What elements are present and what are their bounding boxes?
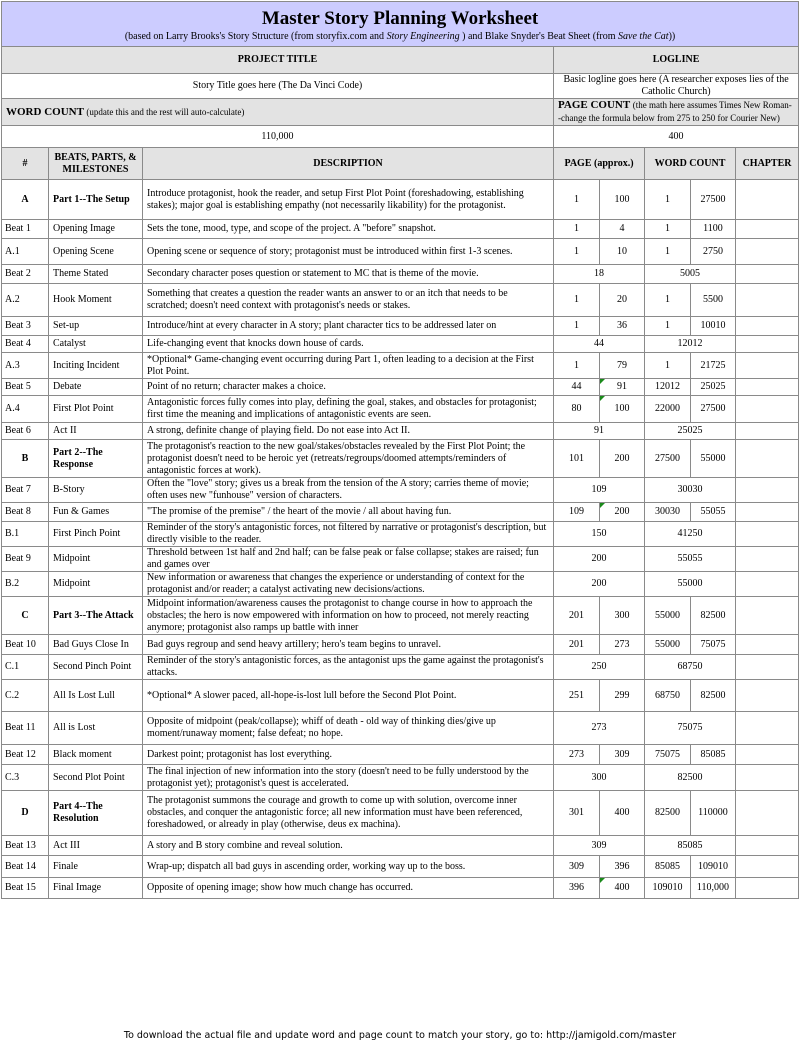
row-description: Something that creates a question the reader wants an answer to or an itch that needs to be scratched; doesn't need context with protagonist's needs or stakes.	[143, 284, 554, 317]
col-header-page: PAGE (approx.)	[554, 148, 645, 180]
row-number: B.2	[2, 572, 49, 597]
table-row	[2, 856, 799, 878]
row-word-end: 82500	[691, 597, 736, 635]
row-beat-label: Part 2--The Response	[49, 440, 143, 478]
row-page-end: 400	[600, 791, 645, 836]
table-row	[2, 680, 799, 712]
row-page: 109	[554, 478, 645, 503]
table-row	[2, 284, 799, 317]
row-beat-label: Midpoint	[49, 547, 143, 572]
row-number: C	[2, 597, 49, 635]
subtitle-book-2: Save the Cat	[618, 30, 669, 42]
table-row	[2, 522, 799, 547]
row-word-start: 109010	[645, 878, 691, 899]
page-count-value: 400	[668, 130, 684, 142]
row-word-count: 85085	[645, 836, 736, 856]
col-header-num: #	[2, 148, 49, 180]
row-chapter[interactable]	[736, 765, 799, 791]
row-beat-label: Set-up	[49, 317, 143, 336]
row-chapter[interactable]	[736, 635, 799, 655]
row-beat-label: Theme Stated	[49, 265, 143, 284]
worksheet-subtitle	[6, 30, 794, 43]
row-description: The protagonist summons the courage and growth to come up with solution, overcome inner obstacles, and conquer the antagonistic force; all new information must have been referenced, foreshadowed, or already in play (otherwise, deus ex machina).	[143, 791, 554, 836]
row-chapter[interactable]	[736, 440, 799, 478]
row-page: 200	[554, 572, 645, 597]
row-beat-label: Second Plot Point	[49, 765, 143, 791]
row-word-end: 55000	[691, 440, 736, 478]
word-count-value: 110,000	[261, 130, 294, 142]
table-row	[2, 791, 799, 836]
row-word-end: 10010	[691, 317, 736, 336]
row-page: 200	[554, 547, 645, 572]
row-description: Introduce/hint at every character in A story; plant character tics to be addressed later on	[143, 317, 554, 336]
row-word-start: 75075	[645, 745, 691, 765]
row-number: Beat 10	[2, 635, 49, 655]
row-page-start: 109	[554, 503, 600, 522]
row-chapter[interactable]	[736, 180, 799, 220]
row-page-end: 200	[600, 503, 645, 522]
col-header-word-count: WORD COUNT	[645, 148, 736, 180]
logline-field[interactable]	[554, 74, 799, 99]
row-word-end: 27500	[691, 180, 736, 220]
logline-text: Basic logline goes here (A researcher exposes lies of the Catholic Church)	[563, 74, 789, 97]
row-number: A.3	[2, 353, 49, 379]
row-description: Midpoint information/awareness causes the protagonist to change course in how to approach the obstacles; the hero is now empowered with information on how to proceed, not merely reacting anymore; protagonist also ramps up battle with inner	[143, 597, 554, 635]
subtitle-text-1: (based on Larry Brooks's Story Structure (from storyfix.com and	[124, 30, 387, 42]
row-word-start: 1	[645, 284, 691, 317]
row-chapter[interactable]	[736, 503, 799, 522]
row-chapter[interactable]	[736, 423, 799, 440]
row-number: Beat 8	[2, 503, 49, 522]
row-chapter[interactable]	[736, 522, 799, 547]
row-chapter[interactable]	[736, 353, 799, 379]
row-beat-label: Black moment	[49, 745, 143, 765]
row-word-start: 30030	[645, 503, 691, 522]
row-page-start: 1	[554, 353, 600, 379]
subtitle-text-2: ) and Blake Snyder's Beat Sheet (from	[459, 30, 619, 42]
table-row	[2, 336, 799, 353]
row-page-start: 201	[554, 635, 600, 655]
row-chapter[interactable]	[736, 712, 799, 745]
row-beat-label: Inciting Incident	[49, 353, 143, 379]
row-page-end: 200	[600, 440, 645, 478]
row-beat-label: Part 1--The Setup	[49, 180, 143, 220]
story-title-field[interactable]	[2, 74, 554, 99]
row-word-start: 1	[645, 220, 691, 239]
row-description: Reminder of the story's antagonistic forces, not filtered by narrative or protagonist's description, but directly visible to the reader.	[143, 522, 554, 547]
row-beat-label: Midpoint	[49, 572, 143, 597]
row-page-start: 201	[554, 597, 600, 635]
row-word-start: 27500	[645, 440, 691, 478]
row-chapter[interactable]	[736, 836, 799, 856]
table-row	[2, 635, 799, 655]
table-row	[2, 396, 799, 423]
row-chapter[interactable]	[736, 597, 799, 635]
row-beat-label: First Pinch Point	[49, 522, 143, 547]
row-word-start: 55000	[645, 597, 691, 635]
row-chapter[interactable]	[736, 379, 799, 396]
row-page-start: 396	[554, 878, 600, 899]
row-beat-label: Finale	[49, 856, 143, 878]
row-number: Beat 4	[2, 336, 49, 353]
row-page-end: 299	[600, 680, 645, 712]
table-row	[2, 239, 799, 265]
row-page-start: 1	[554, 284, 600, 317]
table-row	[2, 478, 799, 503]
row-description: Introduce protagonist, hook the reader, and setup First Plot Point (foreshadowing, establishing stakes); major goal is establishing empathy (not necessarily likability) for the protagonist.	[143, 180, 554, 220]
row-beat-label: Part 4--The Resolution	[49, 791, 143, 836]
row-page-start: 309	[554, 856, 600, 878]
row-description: Life-changing event that knocks down house of cards.	[143, 336, 554, 353]
row-number: Beat 15	[2, 878, 49, 899]
row-number: Beat 12	[2, 745, 49, 765]
table-row	[2, 180, 799, 220]
row-description: Opening scene or sequence of story; protagonist must be introduced within first 1-3 scenes.	[143, 239, 554, 265]
title-banner	[2, 2, 799, 47]
row-number: C.1	[2, 655, 49, 680]
row-chapter[interactable]	[736, 572, 799, 597]
row-number: Beat 11	[2, 712, 49, 745]
row-beat-label: All Is Lost Lull	[49, 680, 143, 712]
project-title-label-text: PROJECT TITLE	[237, 54, 318, 65]
table-row	[2, 572, 799, 597]
row-word-end: 27500	[691, 396, 736, 423]
row-chapter[interactable]	[736, 655, 799, 680]
row-description: A story and B story combine and reveal solution.	[143, 836, 554, 856]
table-row	[2, 317, 799, 336]
row-number: C.2	[2, 680, 49, 712]
row-page: 250	[554, 655, 645, 680]
row-description: Bad guys regroup and send heavy artillery; hero's team begins to unravel.	[143, 635, 554, 655]
row-chapter[interactable]	[736, 680, 799, 712]
row-page-start: 1	[554, 239, 600, 265]
row-chapter[interactable]	[736, 265, 799, 284]
table-row	[2, 353, 799, 379]
table-row	[2, 655, 799, 680]
row-page: 273	[554, 712, 645, 745]
row-description: The protagonist's reaction to the new goal/stakes/obstacles revealed by the First Plot Point; the protagonist doesn't need to be heroic yet (retreats/regroups/doomed attempts/reminders of antagonistic forces at work).	[143, 440, 554, 478]
row-word-start: 55000	[645, 635, 691, 655]
word-count-field[interactable]	[2, 126, 554, 148]
row-word-start: 22000	[645, 396, 691, 423]
row-word-count: 75075	[645, 712, 736, 745]
table-row	[2, 423, 799, 440]
row-beat-label: Debate	[49, 379, 143, 396]
word-count-label: WORD COUNT	[6, 105, 84, 118]
table-row	[2, 440, 799, 478]
page-count-label: PAGE COUNT	[558, 99, 631, 111]
row-description: Opposite of opening image; show how much change has occurred.	[143, 878, 554, 899]
row-word-end: 82500	[691, 680, 736, 712]
row-page: 309	[554, 836, 645, 856]
row-word-count: 25025	[645, 423, 736, 440]
row-number: A.2	[2, 284, 49, 317]
row-page-start: 1	[554, 317, 600, 336]
word-count-header	[2, 99, 554, 126]
row-beat-label: Catalyst	[49, 336, 143, 353]
row-number: Beat 3	[2, 317, 49, 336]
row-word-end: 110000	[691, 791, 736, 836]
row-word-start: 1	[645, 353, 691, 379]
row-description: Sets the tone, mood, type, and scope of the project. A "before" snapshot.	[143, 220, 554, 239]
row-chapter[interactable]	[736, 547, 799, 572]
row-word-count: 5005	[645, 265, 736, 284]
row-word-count: 55000	[645, 572, 736, 597]
row-number: A.4	[2, 396, 49, 423]
story-worksheet-table	[1, 1, 799, 899]
row-number: C.3	[2, 765, 49, 791]
row-chapter[interactable]	[736, 317, 799, 336]
row-word-end: 110,000	[691, 878, 736, 899]
download-note: To download the actual file and update word and page count to match your story, go to: http://jamigold.com/master	[123, 1030, 677, 1041]
row-description: Opposite of midpoint (peak/collapse); whiff of death - old way of thinking dies/give up moment/runaway moment; false defeat; no hope.	[143, 712, 554, 745]
row-beat-label: Act II	[49, 423, 143, 440]
row-word-end: 25025	[691, 379, 736, 396]
row-word-start: 85085	[645, 856, 691, 878]
row-beat-label: B-Story	[49, 478, 143, 503]
row-number: Beat 7	[2, 478, 49, 503]
row-page-end: 4	[600, 220, 645, 239]
logline-label-text: LOGLINE	[652, 54, 700, 65]
table-row	[2, 745, 799, 765]
row-word-start: 1	[645, 239, 691, 265]
row-chapter[interactable]	[736, 220, 799, 239]
row-page-end: 36	[600, 317, 645, 336]
row-beat-label: Hook Moment	[49, 284, 143, 317]
row-page-end: 309	[600, 745, 645, 765]
row-number: A	[2, 180, 49, 220]
table-row	[2, 220, 799, 239]
row-page-end: 273	[600, 635, 645, 655]
row-page-start: 1	[554, 180, 600, 220]
row-number: A.1	[2, 239, 49, 265]
row-page-start: 101	[554, 440, 600, 478]
table-row	[2, 712, 799, 745]
row-word-start: 82500	[645, 791, 691, 836]
row-page: 91	[554, 423, 645, 440]
row-chapter[interactable]	[736, 856, 799, 878]
row-page-end: 10	[600, 239, 645, 265]
row-word-start: 12012	[645, 379, 691, 396]
row-description: Darkest point; protagonist has lost everything.	[143, 745, 554, 765]
row-number: B.1	[2, 522, 49, 547]
row-chapter[interactable]	[736, 336, 799, 353]
table-row	[2, 836, 799, 856]
row-page-end: 400	[600, 878, 645, 899]
page-count-header	[554, 99, 799, 126]
row-chapter[interactable]	[736, 745, 799, 765]
row-page-start: 251	[554, 680, 600, 712]
row-beat-label: Opening Image	[49, 220, 143, 239]
page-count-field	[554, 126, 799, 148]
row-number: B	[2, 440, 49, 478]
row-page: 44	[554, 336, 645, 353]
row-page-end: 100	[600, 180, 645, 220]
row-word-count: 82500	[645, 765, 736, 791]
row-description: Often the "love" story; gives us a break from the tension of the A story; carries theme of movie; often uses new "funhouse" version of characters.	[143, 478, 554, 503]
row-number: D	[2, 791, 49, 836]
word-count-note: (update this and the rest will auto-calculate)	[86, 106, 245, 117]
row-description: "The promise of the premise" / the heart of the movie / all about having fun.	[143, 503, 554, 522]
row-description: The final injection of new information into the story (doesn't need to be fully understood by the protagonist yet); protagonist's quest is accelerated.	[143, 765, 554, 791]
row-word-end: 21725	[691, 353, 736, 379]
row-word-count: 68750	[645, 655, 736, 680]
row-page-end: 79	[600, 353, 645, 379]
row-description: New information or awareness that changes the experience or understanding of context for the protagonist and/or reader; a catalyst activating new decisions/actions.	[143, 572, 554, 597]
logline-label	[554, 47, 799, 74]
row-word-end: 1100	[691, 220, 736, 239]
subtitle-book-1: Story Engineering	[386, 30, 460, 42]
page-count-note: (the math here assumes Times New Roman--change the formula below from 275 to 250 for Courier New)	[558, 100, 792, 123]
row-beat-label: Act III	[49, 836, 143, 856]
row-beat-label: First Plot Point	[49, 396, 143, 423]
row-beat-label: Final Image	[49, 878, 143, 899]
row-page-start: 1	[554, 220, 600, 239]
row-word-end: 2750	[691, 239, 736, 265]
table-row	[2, 547, 799, 572]
row-number: Beat 2	[2, 265, 49, 284]
row-page: 150	[554, 522, 645, 547]
row-beat-label: Fun & Games	[49, 503, 143, 522]
row-chapter[interactable]	[736, 239, 799, 265]
row-word-end: 55055	[691, 503, 736, 522]
table-row	[2, 597, 799, 635]
row-beat-label: Part 3--The Attack	[49, 597, 143, 635]
row-number: Beat 9	[2, 547, 49, 572]
table-row	[2, 765, 799, 791]
row-number: Beat 14	[2, 856, 49, 878]
row-description: Wrap-up; dispatch all bad guys in ascending order, working way up to the boss.	[143, 856, 554, 878]
row-page: 18	[554, 265, 645, 284]
row-description: Reminder of the story's antagonistic forces, as the antagonist ups the game against the protagonist's attacks.	[143, 655, 554, 680]
row-description: Antagonistic forces fully comes into play, defining the goal, stakes, and obstacles for protagonist; first time the meaning and implications of antagonistic events are seen.	[143, 396, 554, 423]
row-beat-label: Bad Guys Close In	[49, 635, 143, 655]
row-number: Beat 13	[2, 836, 49, 856]
table-row	[2, 379, 799, 396]
row-description: Point of no return; character makes a choice.	[143, 379, 554, 396]
row-word-end: 75075	[691, 635, 736, 655]
row-description: Threshold between 1st half and 2nd half; can be false peak or false collapse; stakes are raised; fun and games over	[143, 547, 554, 572]
row-beat-label: All is Lost	[49, 712, 143, 745]
row-word-end: 5500	[691, 284, 736, 317]
table-row	[2, 503, 799, 522]
row-word-end: 85085	[691, 745, 736, 765]
row-word-count: 55055	[645, 547, 736, 572]
story-title-text: Story Title goes here (The Da Vinci Code)	[192, 80, 363, 91]
row-beat-label: Opening Scene	[49, 239, 143, 265]
subtitle-text-3: ))	[668, 30, 676, 42]
row-beat-label: Second Pinch Point	[49, 655, 143, 680]
row-word-count: 30030	[645, 478, 736, 503]
row-page-end: 100	[600, 396, 645, 423]
row-chapter[interactable]	[736, 478, 799, 503]
row-page-end: 20	[600, 284, 645, 317]
col-header-beats: BEATS, PARTS, & MILESTONES	[49, 148, 143, 180]
project-title-label	[2, 47, 554, 74]
row-word-start: 68750	[645, 680, 691, 712]
row-description: A strong, definite change of playing field. Do not ease into Act II.	[143, 423, 554, 440]
row-page-start: 80	[554, 396, 600, 423]
row-page-end: 91	[600, 379, 645, 396]
row-description: *Optional* A slower paced, all-hope-is-lost lull before the Second Plot Point.	[143, 680, 554, 712]
row-description: *Optional* Game-changing event occurring during Part 1, often leading to a decision at the First Plot Point.	[143, 353, 554, 379]
table-row	[2, 878, 799, 899]
row-page-end: 300	[600, 597, 645, 635]
row-number: Beat 6	[2, 423, 49, 440]
row-number: Beat 1	[2, 220, 49, 239]
row-word-count: 41250	[645, 522, 736, 547]
row-chapter[interactable]	[736, 284, 799, 317]
worksheet-title: Master Story Planning Worksheet	[261, 7, 539, 29]
row-number: Beat 5	[2, 379, 49, 396]
row-word-count: 12012	[645, 336, 736, 353]
row-chapter[interactable]	[736, 396, 799, 423]
row-description: Secondary character poses question or statement to MC that is theme of the movie.	[143, 265, 554, 284]
row-page-end: 396	[600, 856, 645, 878]
row-word-end: 109010	[691, 856, 736, 878]
row-page-start: 44	[554, 379, 600, 396]
row-chapter[interactable]	[736, 791, 799, 836]
col-header-chapter: CHAPTER	[736, 148, 799, 180]
row-word-start: 1	[645, 180, 691, 220]
table-row	[2, 265, 799, 284]
row-chapter[interactable]	[736, 878, 799, 899]
row-page-start: 273	[554, 745, 600, 765]
col-header-description: DESCRIPTION	[143, 148, 554, 180]
row-page: 300	[554, 765, 645, 791]
row-page-start: 301	[554, 791, 600, 836]
row-word-start: 1	[645, 317, 691, 336]
